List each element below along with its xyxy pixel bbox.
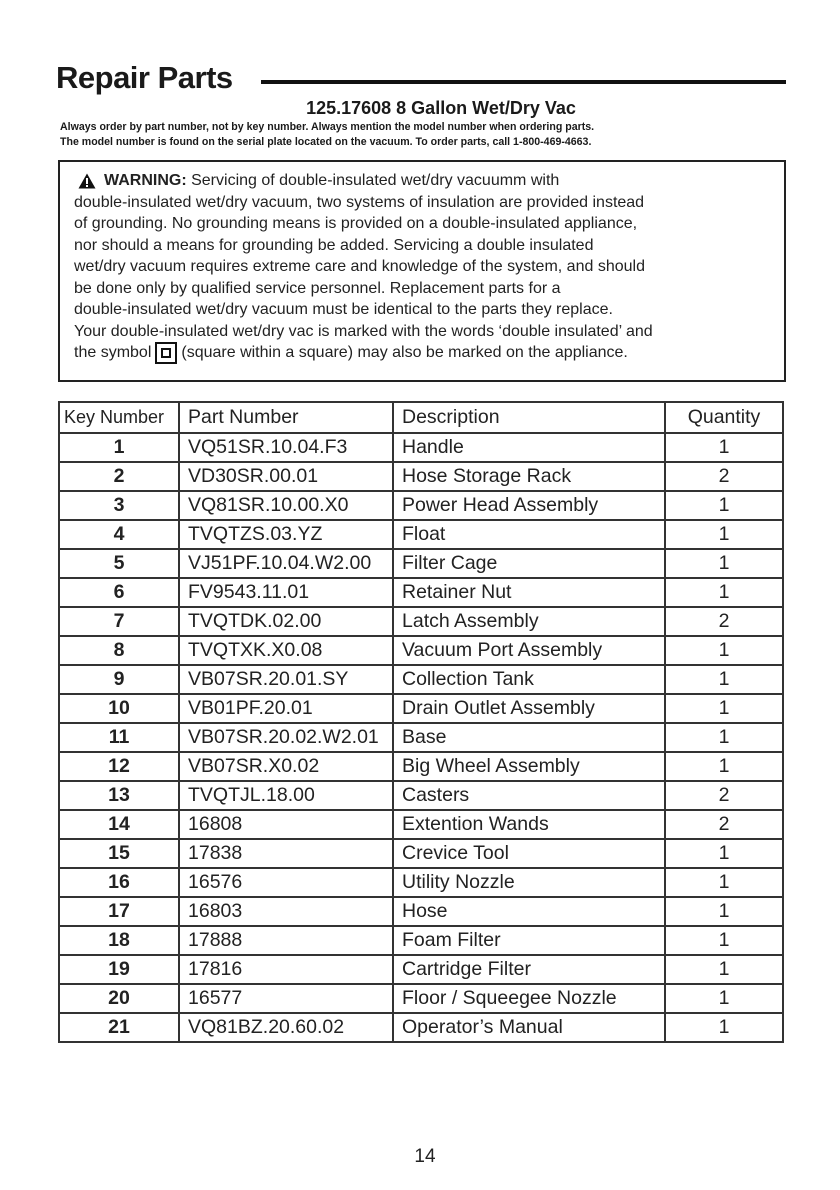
- part-number-cell: VB07SR.20.02.W2.01: [179, 723, 393, 752]
- column-header-description: Description: [393, 402, 665, 433]
- quantity-cell: 1: [665, 549, 783, 578]
- quantity-cell: 1: [665, 723, 783, 752]
- table-row: [59, 549, 783, 578]
- warning-text-9b: (square within a square) may also be marked on the appliance.: [181, 344, 628, 362]
- part-number-cell: VB07SR.20.01.SY: [179, 665, 393, 694]
- description-cell: Collection Tank: [393, 665, 665, 694]
- quantity-cell: 1: [665, 665, 783, 694]
- table-row: [59, 636, 783, 665]
- key-number-cell: 9: [59, 665, 179, 694]
- quantity-cell: 1: [665, 578, 783, 607]
- part-number-cell: 17888: [179, 926, 393, 955]
- column-header-part-number: Part Number: [179, 402, 393, 433]
- quantity-cell: 1: [665, 433, 783, 462]
- description-cell: Filter Cage: [393, 549, 665, 578]
- table-row: [59, 723, 783, 752]
- ordering-note: Always order by part number, not by key number. Always mention the model number when ordering parts.: [60, 121, 595, 133]
- key-number-cell: 4: [59, 520, 179, 549]
- part-number-cell: TVQTJL.18.00: [179, 781, 393, 810]
- double-insulated-symbol-icon: [155, 342, 177, 364]
- description-cell: Casters: [393, 781, 665, 810]
- model-subtitle: 125.17608 8 Gallon Wet/Dry Vac: [306, 98, 576, 118]
- quantity-cell: 1: [665, 955, 783, 984]
- part-number-cell: 16803: [179, 897, 393, 926]
- page-number: 14: [414, 1146, 436, 1167]
- key-number-cell: 19: [59, 955, 179, 984]
- part-number-cell: VQ81SR.10.00.X0: [179, 491, 393, 520]
- description-cell: Base: [393, 723, 665, 752]
- quantity-cell: 1: [665, 1013, 783, 1042]
- description-cell: Retainer Nut: [393, 578, 665, 607]
- table-row: [59, 955, 783, 984]
- description-cell: Utility Nozzle: [393, 868, 665, 897]
- description-cell: Foam Filter: [393, 926, 665, 955]
- page-title: Repair Parts: [56, 60, 233, 95]
- description-cell: Hose Storage Rack: [393, 462, 665, 491]
- part-number-cell: 16808: [179, 810, 393, 839]
- description-cell: Crevice Tool: [393, 839, 665, 868]
- warning-label: WARNING:: [104, 172, 187, 189]
- key-number-cell: 16: [59, 868, 179, 897]
- table-row: [59, 433, 783, 462]
- table-row: [59, 752, 783, 781]
- warning-text-1: Servicing of double-insulated wet/dry vacuumm with: [191, 172, 560, 189]
- quantity-cell: 1: [665, 752, 783, 781]
- part-number-cell: VD30SR.00.01: [179, 462, 393, 491]
- key-number-cell: 8: [59, 636, 179, 665]
- quantity-cell: 1: [665, 491, 783, 520]
- table-row: [59, 520, 783, 549]
- warning-line-6: be done only by qualified service personnel. Replacement parts for a: [74, 279, 561, 297]
- description-cell: Floor / Squeegee Nozzle: [393, 984, 665, 1013]
- table-row: [59, 462, 783, 491]
- quantity-cell: 1: [665, 868, 783, 897]
- title-rule: [261, 80, 786, 84]
- key-number-cell: 21: [59, 1013, 179, 1042]
- key-number-cell: 7: [59, 607, 179, 636]
- part-number-cell: VQ51SR.10.04.F3: [179, 433, 393, 462]
- quantity-cell: 2: [665, 462, 783, 491]
- table-row: [59, 810, 783, 839]
- key-number-cell: 1: [59, 433, 179, 462]
- description-cell: Drain Outlet Assembly: [393, 694, 665, 723]
- description-cell: Extention Wands: [393, 810, 665, 839]
- quantity-cell: 1: [665, 520, 783, 549]
- part-number-cell: VB07SR.X0.02: [179, 752, 393, 781]
- quantity-cell: 2: [665, 781, 783, 810]
- warning-line-5: wet/dry vacuum requires extreme care and knowledge of the system, and should: [74, 258, 645, 275]
- key-number-cell: 11: [59, 723, 179, 752]
- table-row: [59, 1013, 783, 1042]
- part-number-cell: 16576: [179, 868, 393, 897]
- table-row: [59, 839, 783, 868]
- key-number-cell: 5: [59, 549, 179, 578]
- part-number-cell: TVQTDK.02.00: [179, 607, 393, 636]
- parts-table-body: [59, 433, 783, 1042]
- key-number-cell: 20: [59, 984, 179, 1013]
- key-number-cell: 15: [59, 839, 179, 868]
- part-number-cell: TVQTXK.X0.08: [179, 636, 393, 665]
- description-cell: Cartridge Filter: [393, 955, 665, 984]
- table-row: [59, 491, 783, 520]
- description-cell: Float: [393, 520, 665, 549]
- quantity-cell: 1: [665, 636, 783, 665]
- warning-line-4: nor should a means for grounding be added. Servicing a double insulated: [74, 236, 594, 254]
- key-number-cell: 17: [59, 897, 179, 926]
- key-number-cell: 13: [59, 781, 179, 810]
- warning-text-9a: the symbol: [74, 344, 152, 362]
- table-row: [59, 868, 783, 897]
- model-number-note: The model number is found on the serial plate located on the vacuum. To order parts, call 1-800-469-4663.: [60, 136, 592, 148]
- part-number-cell: VJ51PF.10.04.W2.00: [179, 549, 393, 578]
- quantity-cell: 1: [665, 694, 783, 723]
- key-number-cell: 18: [59, 926, 179, 955]
- title-row: [56, 58, 786, 98]
- table-row: [59, 607, 783, 636]
- part-number-cell: VQ81BZ.20.60.02: [179, 1013, 393, 1042]
- key-number-cell: 3: [59, 491, 179, 520]
- key-number-cell: 6: [59, 578, 179, 607]
- warning-line-3: of grounding. No grounding means is provided on a double-insulated appliance,: [74, 215, 638, 232]
- part-number-cell: TVQTZS.03.YZ: [179, 520, 393, 549]
- page-header: [56, 58, 786, 148]
- table-row: [59, 897, 783, 926]
- part-number-cell: VB01PF.20.01: [179, 694, 393, 723]
- part-number-cell: 17816: [179, 955, 393, 984]
- quantity-cell: 1: [665, 839, 783, 868]
- table-header-row: [59, 402, 783, 433]
- quantity-cell: 1: [665, 897, 783, 926]
- quantity-cell: 2: [665, 607, 783, 636]
- quantity-cell: 2: [665, 810, 783, 839]
- warning-line-2: double-insulated wet/dry vacuum, two systems of insulation are provided instead: [74, 193, 645, 211]
- warning-triangle-icon: [78, 173, 96, 189]
- parts-table: [58, 401, 784, 1043]
- description-cell: Power Head Assembly: [393, 491, 665, 520]
- warning-box: [58, 160, 786, 382]
- description-cell: Handle: [393, 433, 665, 462]
- part-number-cell: 17838: [179, 839, 393, 868]
- quantity-cell: 1: [665, 926, 783, 955]
- quantity-cell: 1: [665, 984, 783, 1013]
- table-row: [59, 781, 783, 810]
- description-cell: Latch Assembly: [393, 607, 665, 636]
- warning-line-7: double-insulated wet/dry vacuum must be identical to the parts they replace.: [74, 301, 613, 318]
- description-cell: Hose: [393, 897, 665, 926]
- key-number-cell: 12: [59, 752, 179, 781]
- table-row: [59, 665, 783, 694]
- warning-line-1: [74, 170, 770, 192]
- warning-line-9: [74, 342, 770, 364]
- description-cell: Vacuum Port Assembly: [393, 636, 665, 665]
- table-row: [59, 984, 783, 1013]
- part-number-cell: 16577: [179, 984, 393, 1013]
- table-row: [59, 694, 783, 723]
- key-number-cell: 14: [59, 810, 179, 839]
- warning-line-8: Your double-insulated wet/dry vac is marked with the words ‘double insulated’ and: [74, 322, 653, 340]
- table-row: [59, 578, 783, 607]
- description-cell: Operator’s Manual: [393, 1013, 665, 1042]
- table-row: [59, 926, 783, 955]
- key-number-cell: 2: [59, 462, 179, 491]
- column-header-key-number: Key Number: [59, 402, 179, 433]
- description-cell: Big Wheel Assembly: [393, 752, 665, 781]
- key-number-cell: 10: [59, 694, 179, 723]
- part-number-cell: FV9543.11.01: [179, 578, 393, 607]
- column-header-quantity: Quantity: [665, 402, 783, 433]
